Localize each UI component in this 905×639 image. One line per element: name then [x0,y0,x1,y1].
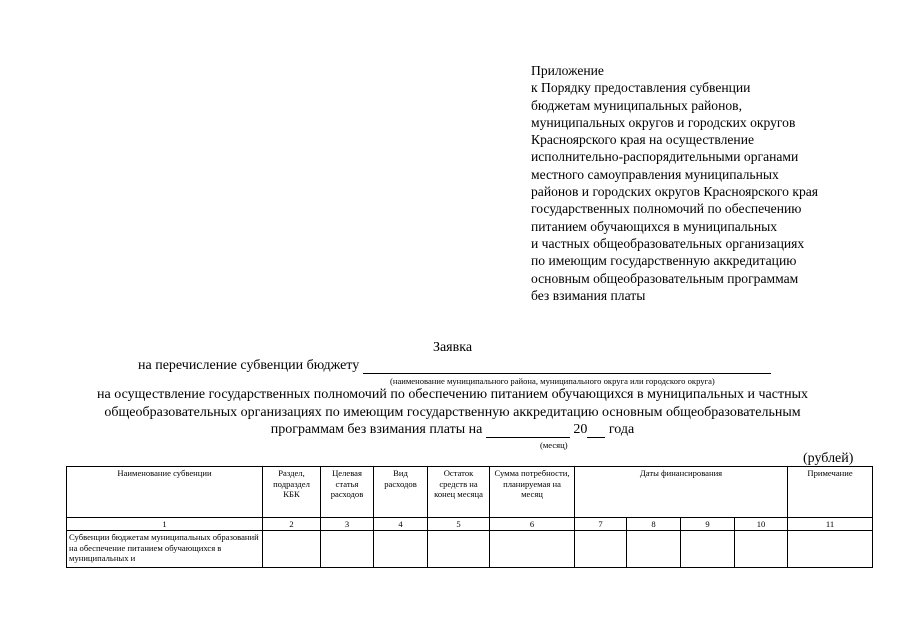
header-balance: Остаток средств на конец месяца [428,467,490,518]
column-number: 4 [374,518,428,531]
currency-unit: (рублей) [803,451,854,466]
appendix-line: муниципальных округов и городских округов [531,114,796,130]
year-blank-field[interactable] [587,423,605,438]
header-note: Примечание [788,467,873,518]
purpose-line-1: на осуществление государственных полномочий по обеспечению питанием обучающихся в муниципальных и частных [97,387,808,402]
row-date-cell-4[interactable] [735,531,788,568]
header-dates: Даты финансирования [575,467,788,518]
column-number: 7 [575,518,627,531]
recipient-prefix: на перечисление субвенции бюджету [138,358,360,373]
column-number: 5 [428,518,490,531]
appendix-line: районов и городских округов Красноярского края [531,184,819,200]
row-note-cell[interactable] [788,531,873,568]
column-number: 6 [490,518,575,531]
appendix-line: исполнительно-распорядительными органами [531,149,799,165]
appendix-line: государственных полномочий по обеспечению [531,201,802,217]
column-number: 10 [735,518,788,531]
row-balance-cell[interactable] [428,531,490,568]
subvention-table [66,466,873,568]
column-number: 1 [67,518,263,531]
recipient-hint: (наименование муниципального района, муниципального округа или городского округа) [390,376,715,386]
appendix-line: к Порядку предоставления субвенции [531,80,751,96]
month-blank-field[interactable] [486,423,570,438]
appendix-block [531,62,891,304]
table-header-row [67,467,873,518]
appendix-line: Красноярского края на осуществление [531,132,755,148]
column-number-row [67,518,873,531]
column-number: 9 [681,518,735,531]
subvention-recipient-line [138,358,771,374]
appendix-line: по имеющим государственную аккредитацию [531,253,797,269]
purpose-line-2: общеобразовательных организациях по имеющим государственную аккредитацию основным общеобразовательным [104,405,801,420]
appendix-line: местного самоуправления муниципальных [531,166,779,182]
appendix-line: без взимания платы [531,287,646,303]
row-planned-cell[interactable] [490,531,575,568]
header-name: Наименование субвенции [67,467,263,518]
row-section-cell[interactable] [263,531,321,568]
row-target-cell[interactable] [321,531,374,568]
column-number: 11 [788,518,873,531]
row-date-cell-3[interactable] [681,531,735,568]
month-hint: (месяц) [540,440,568,450]
year-prefix: 20 [573,422,588,437]
header-section: Раздел, подраздел КБК [263,467,321,518]
column-number: 3 [321,518,374,531]
column-number: 2 [263,518,321,531]
appendix-line: питанием обучающихся в муниципальных [531,218,778,234]
header-expense-type: Вид расходов [374,467,428,518]
header-target: Целевая статья расходов [321,467,374,518]
row-name-cell: Субвенции бюджетам муниципальных образований на обеспечение питанием обучающихся в муниципальных и [67,531,263,568]
table-row [67,531,873,568]
appendix-line: Приложение [531,63,604,78]
purpose-line-3 [0,421,905,438]
appendix-line: бюджетам муниципальных районов, [531,97,742,113]
year-suffix: года [608,422,635,437]
column-number: 8 [627,518,681,531]
row-expense-type-cell[interactable] [374,531,428,568]
recipient-blank-field[interactable] [363,359,771,374]
row-date-cell-1[interactable] [575,531,627,568]
header-planned: Сумма потребности, планируемая на месяц [490,467,575,518]
appendix-line: основным общеобразовательным программам [531,270,799,286]
document-title: Заявка [432,340,473,355]
period-prefix: программам без взимания платы на [270,422,483,437]
row-date-cell-2[interactable] [627,531,681,568]
appendix-line: и частных общеобразовательных организациях [531,235,805,251]
